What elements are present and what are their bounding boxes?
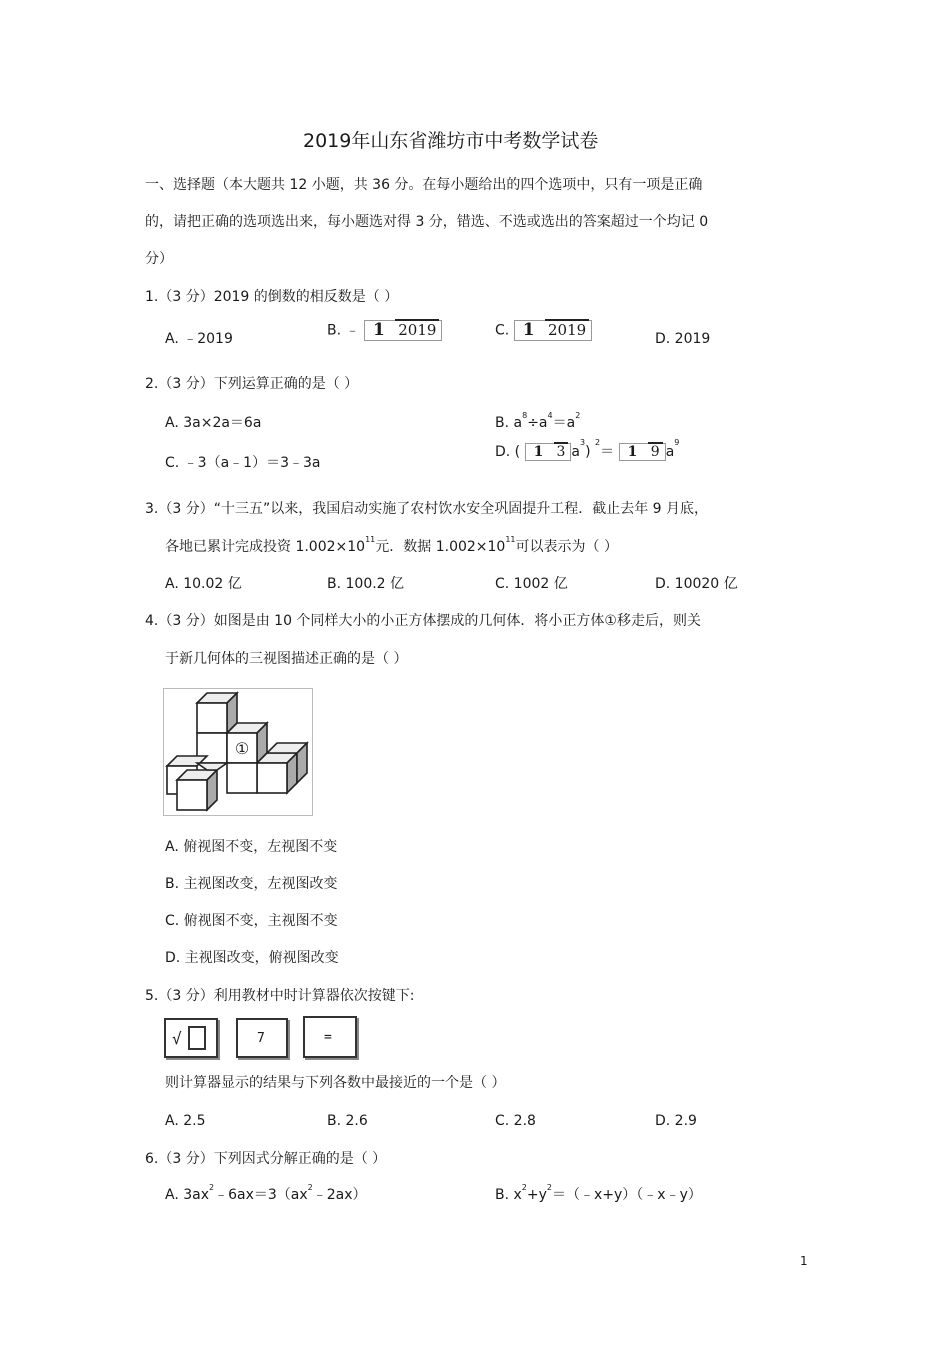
q3-exp-1: 11 xyxy=(365,535,376,544)
q5-option-b: B. 2.6 xyxy=(327,1113,368,1129)
q2-b-exp-2: 4 xyxy=(547,411,553,420)
q6-b-part-3: ＝（﹣x+y）（﹣x﹣y） xyxy=(552,1187,702,1203)
q1-option-c xyxy=(495,320,592,341)
question-4-line-2: 于新几何体的三视图描述正确的是（ ） xyxy=(165,651,408,667)
q2-b-exp-1: 8 xyxy=(522,411,528,420)
question-1-stem: 1.（3 分）2019 的倒数的相反数是（ ） xyxy=(145,289,399,305)
equals-key-label: = xyxy=(324,1030,332,1045)
q1-b-denominator: 2019 xyxy=(395,319,439,339)
q5-option-c: C. 2.8 xyxy=(495,1113,536,1129)
q6-a-exp-1: 2 xyxy=(209,1183,215,1192)
q2-d-exp-3: 9 xyxy=(674,438,680,447)
seven-key-label: 7 xyxy=(257,1031,265,1046)
q2-d-a: a xyxy=(571,444,581,461)
question-3-line-1: 3.（3 分）“十三五”以来，我国启动实施了农村饮水安全巩固提升工程．截止去年 9 月底， xyxy=(145,501,709,517)
question-5-stem: 5.（3 分）利用教材中时计算器依次按键下: xyxy=(145,988,415,1004)
q2-d-a2: a xyxy=(665,444,675,461)
q3-option-c: C. 1002 亿 xyxy=(495,576,568,592)
question-5-line-2: 则计算器显示的结果与下列各数中最接近的一个是（ ） xyxy=(165,1075,506,1091)
q6-b-exp-2: 2 xyxy=(546,1183,552,1192)
q2-option-b xyxy=(495,411,581,431)
q2-d-fraction-2 xyxy=(619,443,666,461)
q6-option-b xyxy=(495,1183,702,1203)
q3-option-a: A. 10.02 亿 xyxy=(165,576,242,592)
seven-key-icon xyxy=(236,1018,288,1058)
q6-a-exp-2: 2 xyxy=(307,1183,313,1192)
q6-b-part-2: +y xyxy=(526,1187,547,1203)
page-title: 2019年山东省潍坊市中考数学试卷 xyxy=(303,130,599,152)
q2-option-d xyxy=(495,438,680,461)
q3-line2-a: 各地已累计完成投资 1.002×10 xyxy=(165,539,366,555)
page-number: 1 xyxy=(800,1254,808,1268)
q1-option-c-fraction xyxy=(514,320,592,341)
question-2-stem: 2.（3 分）下列运算正确的是（ ） xyxy=(145,376,359,392)
q2-d-f1-num: 1 xyxy=(533,444,544,460)
q2-b-eq: ＝a xyxy=(552,415,576,431)
section-instructions-line-2: 的，请把正确的选项选出来，每小题选对得 3 分，错选、不选或选出的答案超过一个均记 0 xyxy=(145,214,709,230)
q6-b-part-1: B. x xyxy=(495,1187,522,1203)
q2-d-close: ) xyxy=(585,444,591,461)
q2-d-label: D. ( xyxy=(495,444,521,461)
q2-d-fraction-1 xyxy=(525,443,572,461)
q2-d-f1-den: 3 xyxy=(554,442,569,460)
q2-d-exp-1: 3 xyxy=(580,438,586,447)
q2-b-label: B. xyxy=(495,415,510,431)
question-4-line-1: 4.（3 分）如图是由 10 个同样大小的小正方体摆成的几何体．将小正方体①移走后，则关 xyxy=(145,613,701,629)
q4-option-b: B. 主视图改变，左视图改变 xyxy=(165,876,338,892)
q4-option-d: D. 主视图改变，俯视图改变 xyxy=(165,950,339,966)
q5-option-d: D. 2.9 xyxy=(655,1113,697,1129)
q6-b-exp-1: 2 xyxy=(521,1183,527,1192)
q2-option-a: A. 3a×2a＝6a xyxy=(165,415,262,431)
q1-option-a: A. ﹣2019 xyxy=(165,331,233,347)
q1-c-numerator: 1 xyxy=(522,320,535,340)
q1-b-numerator: 1 xyxy=(372,320,385,340)
q2-d-f2-num: 1 xyxy=(627,444,638,460)
q3-option-d: D. 10020 亿 xyxy=(655,576,738,592)
q6-a-part-1: A. 3ax xyxy=(165,1187,210,1203)
q4-option-a: A. 俯视图不变，左视图不变 xyxy=(165,839,338,855)
q6-a-part-2: ﹣6ax＝3（ax xyxy=(214,1187,308,1203)
q2-b-div: ÷a xyxy=(527,415,548,431)
q4-option-c: C. 俯视图不变，主视图不变 xyxy=(165,913,338,929)
q1-option-b-label: B. ﹣ xyxy=(327,322,360,339)
q3-option-b: B. 100.2 亿 xyxy=(327,576,405,592)
question-3-line-2 xyxy=(165,535,618,555)
q1-option-d: D. 2019 xyxy=(655,331,711,347)
sqrt-key-icon xyxy=(164,1018,218,1058)
q1-c-denominator: 2019 xyxy=(545,319,589,339)
q3-line2-b: 元．数据 1.002×10 xyxy=(375,539,506,555)
q2-d-eq: ＝ xyxy=(600,444,615,461)
q6-option-a xyxy=(165,1183,367,1203)
section-instructions-line-1: 一、选择题（本大题共 12 小题，共 36 分。在每小题给出的四个选项中，只有一项是正确 xyxy=(145,177,703,193)
q2-d-exp-2: 2 xyxy=(595,438,601,447)
question-6-stem: 6.（3 分）下列因式分解正确的是（ ） xyxy=(145,1151,387,1167)
q2-b-exp-3: 2 xyxy=(575,411,581,420)
q2-d-f2-den: 9 xyxy=(648,442,663,460)
equals-key-icon xyxy=(303,1016,357,1058)
q3-line2-c: 可以表示为（ ） xyxy=(515,539,618,555)
q5-option-a: A. 2.5 xyxy=(165,1113,206,1129)
cube-1-label: ① xyxy=(234,739,250,758)
q2-option-c: C. ﹣3（a﹣1）＝3﹣3a xyxy=(165,455,321,471)
section-instructions-line-3: 分） xyxy=(145,251,173,267)
sqrt-key-label: √ xyxy=(172,1029,182,1048)
q2-b-base: a xyxy=(513,415,523,431)
sqrt-box-icon xyxy=(188,1026,206,1050)
q1-option-b-fraction xyxy=(364,320,442,341)
cube-assembly-figure xyxy=(163,688,313,816)
q1-option-b xyxy=(327,320,442,341)
q1-option-c-label: C. xyxy=(495,322,510,339)
q6-a-part-3: ﹣2ax） xyxy=(312,1187,367,1203)
q3-exp-2: 11 xyxy=(505,535,516,544)
